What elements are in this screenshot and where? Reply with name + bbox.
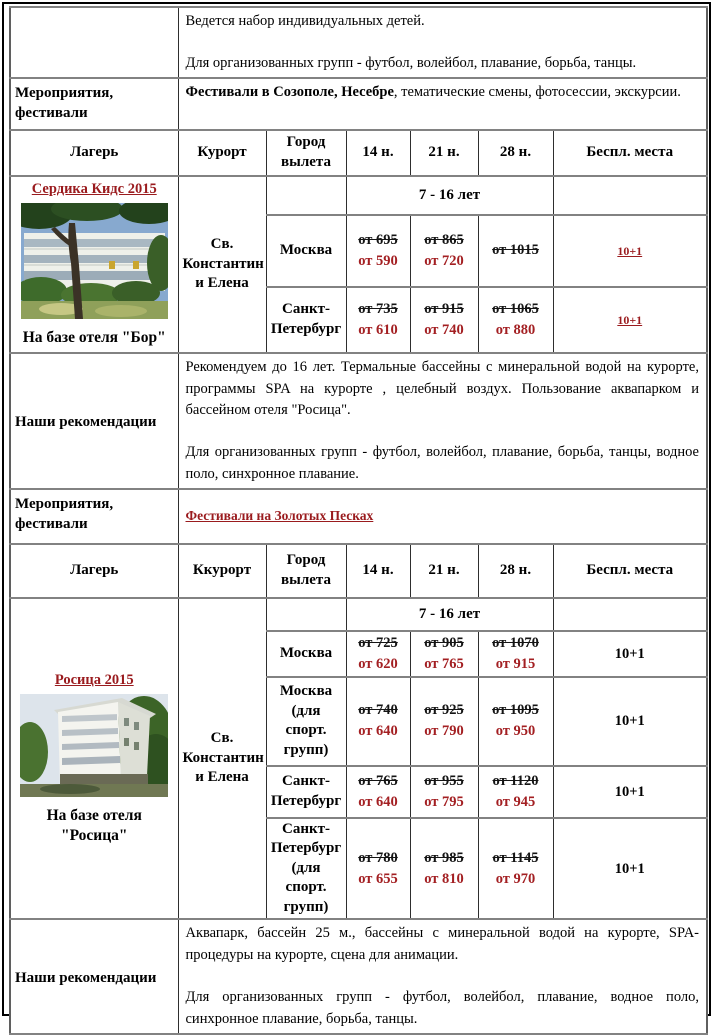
price-cell-21n bbox=[410, 677, 478, 766]
table-header-1 bbox=[10, 130, 707, 176]
price-new: от 810 bbox=[424, 870, 464, 887]
price-cell-14n bbox=[346, 631, 410, 677]
price-old: от 1120 bbox=[492, 772, 539, 789]
price-old: от 735 bbox=[358, 300, 398, 317]
price-cell-28n bbox=[478, 287, 553, 353]
header-departure-city: Город вылета bbox=[266, 544, 346, 598]
recommendations-label: Наши рекомендации bbox=[10, 353, 178, 489]
price-cell-14n bbox=[346, 215, 410, 287]
intro-row bbox=[10, 7, 707, 78]
recommendations-paragraph-1: Аквапарк, бассейн 25 м., бассейны с минеральной водой на курорте, SPA-процедуры на курорте, сцена для анимации. bbox=[185, 925, 699, 964]
empty-cell bbox=[553, 598, 707, 631]
price-new: от 915 bbox=[495, 655, 536, 672]
price-old: от 765 bbox=[358, 772, 398, 789]
price-old: от 780 bbox=[358, 849, 398, 866]
price-old: от 695 bbox=[358, 231, 398, 248]
camp1-resort-cell: Св. Константин и Елена bbox=[178, 176, 266, 353]
free-places-value: 10+1 bbox=[614, 713, 645, 730]
price-new: от 620 bbox=[358, 655, 398, 672]
intro-paragraph-2: Для организованных групп - футбол, волейбол, плавание, борьба, танцы. bbox=[185, 55, 637, 72]
price-old: от 955 bbox=[424, 772, 464, 789]
city-cell: Москва bbox=[266, 215, 346, 287]
golden-sands-festivals-link[interactable]: Фестивали на Золотых Песках bbox=[185, 508, 374, 524]
price-new: от 945 bbox=[495, 793, 536, 810]
free-places-value: 10+1 bbox=[614, 860, 645, 877]
recommendations-text-cell bbox=[178, 353, 707, 489]
camp2-age-row bbox=[10, 598, 707, 631]
city-cell: Москва (для спорт. групп) bbox=[266, 677, 346, 766]
city-cell: Санкт-Петербург bbox=[266, 287, 346, 353]
camp1-hotel-photo bbox=[21, 203, 168, 319]
empty-cell bbox=[266, 598, 346, 631]
events-text-cell bbox=[178, 78, 707, 130]
price-old: от 1065 bbox=[492, 300, 539, 317]
camp1-cell bbox=[10, 176, 178, 353]
price-old: от 1070 bbox=[492, 634, 539, 651]
price-new: от 970 bbox=[495, 870, 536, 887]
price-new: от 950 bbox=[495, 723, 536, 740]
camp1-age-row bbox=[10, 176, 707, 215]
camp1-title-link[interactable]: Сердика Кидс 2015 bbox=[31, 181, 157, 198]
camp2-title-link[interactable]: Росица 2015 bbox=[54, 671, 134, 688]
price-cell-21n bbox=[410, 215, 478, 287]
price-new: от 610 bbox=[358, 321, 398, 338]
events-label: Мероприятия, фестивали bbox=[10, 489, 178, 544]
price-new: от 655 bbox=[358, 870, 398, 887]
camp2-caption: На базе отеля "Росица" bbox=[46, 806, 142, 845]
events-label: Мероприятия, фестивали bbox=[10, 78, 178, 130]
events-bold-text: Фестивали в Созополе, Несебре bbox=[185, 83, 394, 100]
table-header-2 bbox=[10, 544, 707, 598]
price-new: от 590 bbox=[358, 252, 398, 269]
price-old: от 985 bbox=[424, 849, 464, 866]
header-free-places: Беспл. места bbox=[553, 130, 707, 176]
price-cell-28n bbox=[478, 215, 553, 287]
header-14n: 14 н. bbox=[346, 130, 410, 176]
price-old: от 1015 bbox=[492, 242, 539, 259]
camp2-resort-cell: Св. Константин и Елена bbox=[178, 598, 266, 920]
free-places-cell bbox=[553, 818, 707, 920]
price-cell-14n bbox=[346, 818, 410, 920]
camp1-age-band: 7 - 16 лет bbox=[346, 176, 553, 215]
price-cell-14n bbox=[346, 766, 410, 818]
price-cell-14n bbox=[346, 677, 410, 766]
free-places-cell bbox=[553, 215, 707, 287]
free-places-cell bbox=[553, 677, 707, 766]
price-cell-21n bbox=[410, 287, 478, 353]
camp1-caption: На базе отеля "Бор" bbox=[22, 329, 166, 347]
free-places-value: 10+1 bbox=[614, 783, 645, 800]
price-new: от 720 bbox=[424, 252, 464, 269]
header-departure-city: Город вылета bbox=[266, 130, 346, 176]
header-camp: Лагерь bbox=[10, 544, 178, 598]
price-new: от 790 bbox=[424, 723, 464, 740]
events-rest-text: , тематические смены, фотосессии, экскурсии. bbox=[393, 83, 681, 100]
price-cell-21n bbox=[410, 818, 478, 920]
recommendations-paragraph-1: Рекомендуем до 16 лет. Термальные бассейны с минеральной водой на курорте, программы SPA на курорте , целебный воздух. Пользование аквапарком и бассейном отеля "Росица". bbox=[185, 358, 699, 419]
header-free-places: Беспл. места bbox=[553, 544, 707, 598]
recommendations-paragraph-2: Для организованных групп - футбол, волейбол, плавание, борьба, танцы, водное поло, синхронное плавание. bbox=[185, 444, 699, 483]
price-new: от 740 bbox=[424, 321, 464, 338]
events-row-2 bbox=[10, 489, 707, 544]
price-old: от 925 bbox=[424, 702, 464, 719]
empty-cell bbox=[10, 7, 178, 78]
price-cell-21n bbox=[410, 631, 478, 677]
price-cell-28n bbox=[478, 631, 553, 677]
city-cell: Санкт-Петербург bbox=[266, 766, 346, 818]
price-cell-28n bbox=[478, 818, 553, 920]
price-cell-28n bbox=[478, 766, 553, 818]
events-link-cell bbox=[178, 489, 707, 544]
recommendations-text-cell bbox=[178, 919, 707, 1033]
free-places-cell bbox=[553, 631, 707, 677]
camp-pricing-table bbox=[9, 6, 708, 1035]
price-new: от 880 bbox=[495, 321, 536, 338]
camp2-age-band: 7 - 16 лет bbox=[346, 598, 553, 631]
intro-paragraph-1: Ведется набор индивидуальных детей. bbox=[185, 13, 425, 29]
price-new: от 795 bbox=[424, 793, 464, 810]
price-old: от 725 bbox=[358, 634, 398, 651]
price-cell-14n bbox=[346, 287, 410, 353]
header-28n: 28 н. bbox=[478, 130, 553, 176]
price-old: от 1145 bbox=[492, 849, 539, 866]
free-places-cell bbox=[553, 287, 707, 353]
header-camp: Лагерь bbox=[10, 130, 178, 176]
price-new: от 640 bbox=[358, 723, 398, 740]
price-old: от 1095 bbox=[492, 702, 539, 719]
price-new: от 640 bbox=[358, 793, 398, 810]
camp2-cell bbox=[10, 598, 178, 920]
city-cell: Санкт-Петербург (для спорт. групп) bbox=[266, 818, 346, 920]
camp2-hotel-photo bbox=[20, 694, 168, 797]
price-cell-21n bbox=[410, 766, 478, 818]
price-old: от 905 bbox=[424, 634, 464, 651]
free-places-link[interactable]: 10+1 bbox=[617, 243, 643, 258]
price-old: от 915 bbox=[424, 300, 464, 317]
header-28n: 28 н. bbox=[478, 544, 553, 598]
free-places-cell bbox=[553, 766, 707, 818]
price-new: от 765 bbox=[424, 655, 464, 672]
city-cell: Москва bbox=[266, 631, 346, 677]
recommendations-row-1 bbox=[10, 353, 707, 489]
recommendations-paragraph-2: Для организованных групп - футбол, волейбол, плавание, водное поло, синхронное плавание, борьба, танцы. bbox=[185, 989, 699, 1027]
empty-cell bbox=[266, 176, 346, 215]
free-places-value: 10+1 bbox=[614, 645, 645, 662]
empty-cell bbox=[553, 176, 707, 215]
header-14n: 14 н. bbox=[346, 544, 410, 598]
price-old: от 865 bbox=[424, 231, 464, 248]
header-21n: 21 н. bbox=[410, 130, 478, 176]
price-old: от 740 bbox=[358, 702, 398, 719]
intro-cell bbox=[178, 7, 707, 78]
events-row-1 bbox=[10, 78, 707, 130]
recommendations-row-2 bbox=[10, 919, 707, 1033]
free-places-link[interactable]: 10+1 bbox=[617, 312, 643, 327]
header-resort: Курорт bbox=[178, 130, 266, 176]
header-resort: Ккурорт bbox=[178, 544, 266, 598]
price-cell-28n bbox=[478, 677, 553, 766]
recommendations-label: Наши рекомендации bbox=[10, 919, 178, 1033]
header-21n: 21 н. bbox=[410, 544, 478, 598]
